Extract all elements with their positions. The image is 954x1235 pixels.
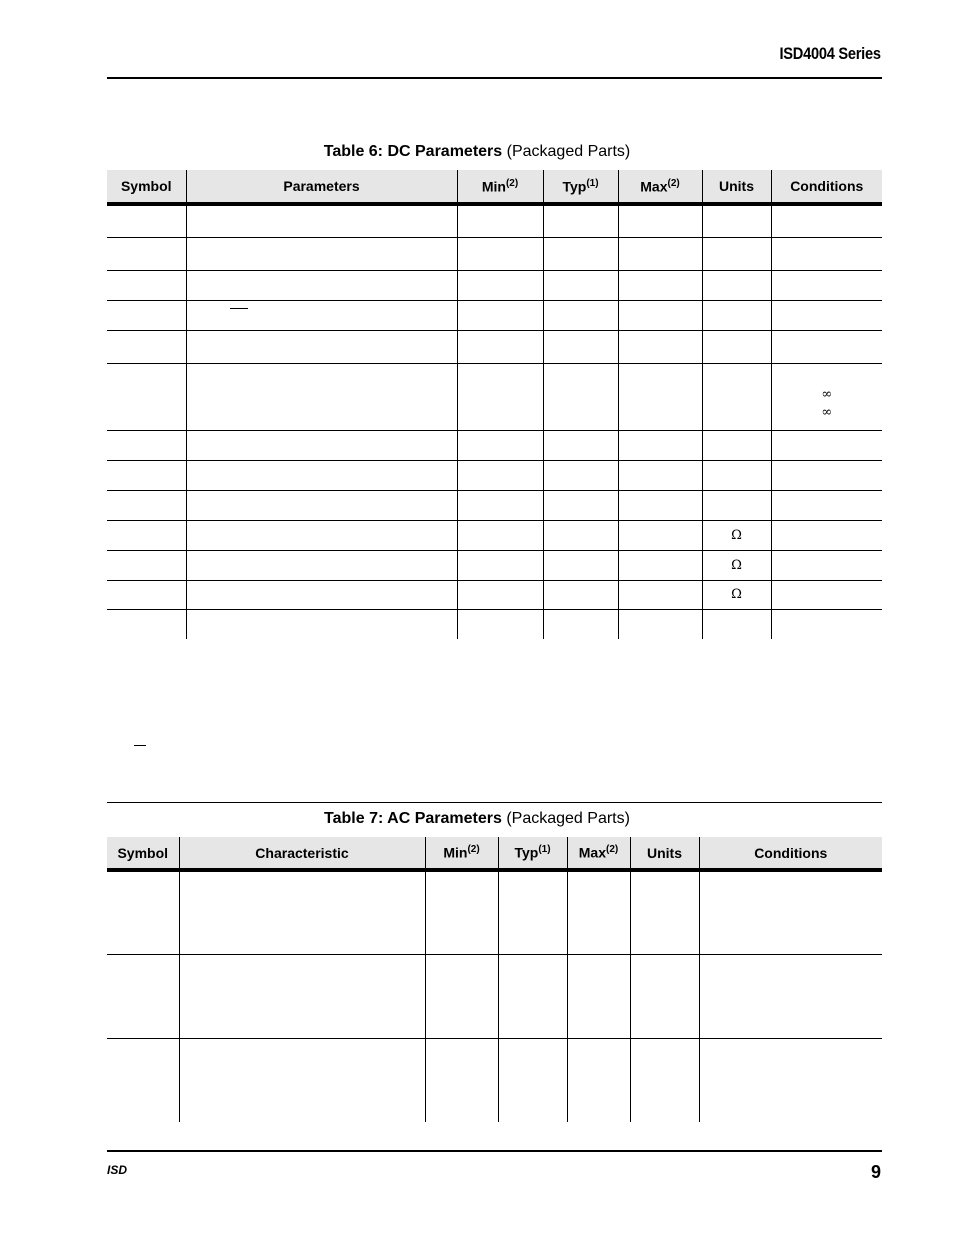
table-row <box>107 520 882 550</box>
table6-col-min: Min$^{(2)}$ <box>457 170 543 204</box>
overline-mark <box>230 308 248 309</box>
table7-col-symbol: Symbol <box>107 837 179 870</box>
table6-header-row <box>107 170 882 204</box>
table6-col-typ: Typ$^{(1)}$ <box>543 170 618 204</box>
table6-col-max: Max$^{(2)}$ <box>618 170 702 204</box>
table6-col-units: Units <box>702 170 771 204</box>
header-rule <box>107 77 882 79</box>
document-header-title: ISD4004 Series <box>779 44 881 63</box>
infinity-symbol: ∞ <box>821 386 833 402</box>
ac-parameters-table <box>107 837 882 1122</box>
table-row <box>107 550 882 580</box>
table6-col-symbol: Symbol <box>107 170 186 204</box>
table6-caption-title: Table 6: DC Parameters <box>323 143 503 160</box>
table-row <box>107 609 882 639</box>
table-row <box>107 204 882 237</box>
table7-col-characteristic: Characteristic <box>179 837 425 870</box>
table-row <box>107 270 882 300</box>
table7-top-rule <box>107 802 882 803</box>
table7-col-max: Max$^{(2)}$ <box>567 837 630 870</box>
table7-col-min: Min$^{(2)}$ <box>425 837 498 870</box>
ohm-unit: Ω <box>702 520 771 550</box>
infinity-symbol: ∞ <box>821 404 833 420</box>
table-row <box>107 237 882 270</box>
page-number: 9 <box>870 1162 881 1182</box>
table7-col-conditions: Conditions <box>699 837 882 870</box>
footer-company: ISD <box>107 1163 128 1177</box>
table7-col-typ: Typ$^{(1)}$ <box>498 837 567 870</box>
overline-mark <box>134 745 146 746</box>
table7-caption <box>0 810 954 828</box>
table6-col-parameters: Parameters <box>186 170 457 204</box>
ohm-unit: Ω <box>702 550 771 580</box>
table-row <box>107 490 882 520</box>
dc-parameters-table <box>107 170 882 639</box>
table6-col-conditions: Conditions <box>771 170 882 204</box>
table-row <box>107 580 882 609</box>
table-row <box>107 954 882 1038</box>
table-row <box>107 870 882 954</box>
table-row <box>107 363 882 430</box>
ohm-unit: Ω <box>702 580 771 609</box>
table7-col-units: Units <box>630 837 699 870</box>
table6-caption-subtitle: (Packaged Parts) <box>502 143 631 160</box>
table-row <box>107 460 882 490</box>
table7-caption-subtitle: (Packaged Parts) <box>501 810 630 827</box>
footer-rule <box>107 1150 882 1152</box>
table-row <box>107 330 882 363</box>
table-row <box>107 430 882 460</box>
table6-row6-conditions <box>771 363 882 430</box>
table-row <box>107 1038 882 1122</box>
table6-caption <box>0 143 954 161</box>
table7-caption-title: Table 7: AC Parameters <box>324 810 502 827</box>
table-row <box>107 300 882 330</box>
table7-header-row <box>107 837 882 870</box>
